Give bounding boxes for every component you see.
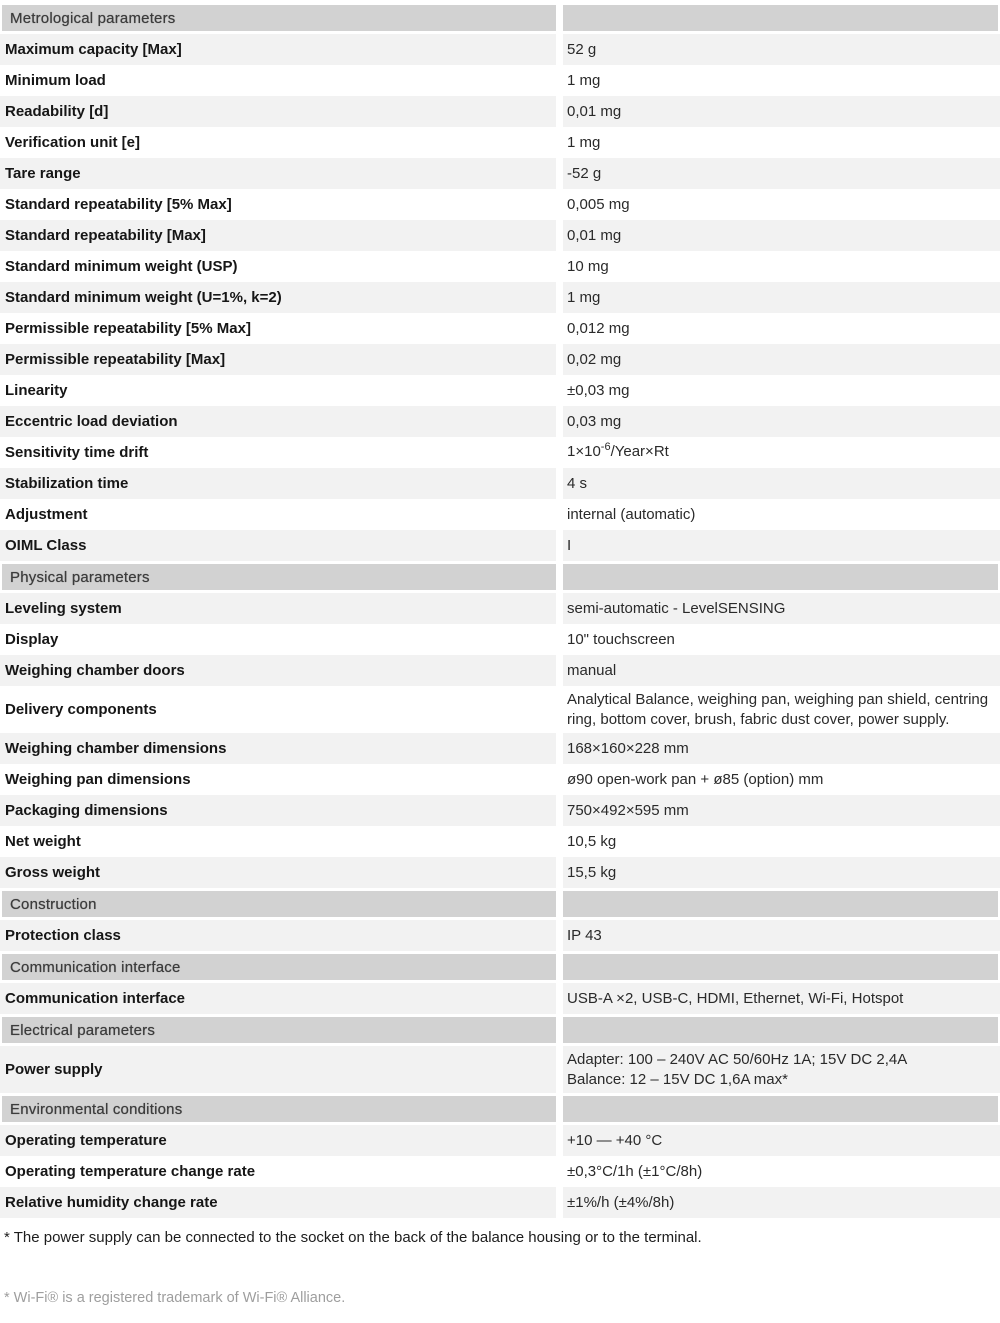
param-value: 168×160×228 mm	[563, 733, 1000, 764]
param-value: 0,02 mg	[563, 344, 1000, 375]
param-value: 10,5 kg	[563, 826, 1000, 857]
param-label: Power supply	[0, 1046, 556, 1093]
param-label: Net weight	[0, 826, 556, 857]
column-divider	[556, 1156, 563, 1187]
section-header-spacer	[563, 5, 998, 31]
param-label: Operating temperature	[0, 1125, 556, 1156]
param-value: ±0,03 mg	[563, 375, 1000, 406]
column-divider	[556, 920, 563, 951]
param-value: +10 — +40 °C	[563, 1125, 1000, 1156]
column-divider	[556, 733, 563, 764]
spec-row-operating-temperature	[0, 1125, 1000, 1156]
footnote-power-supply: * The power supply can be connected to the socket on the back of the balance housing or to the terminal.	[4, 1229, 702, 1246]
column-divider	[556, 983, 563, 1014]
spec-row-tare-range	[0, 158, 1000, 189]
spec-row-display	[0, 624, 1000, 655]
param-value: 0,01 mg	[563, 96, 1000, 127]
spec-table	[0, 5, 1000, 1218]
spec-row-standard-repeatability-max	[0, 220, 1000, 251]
param-label: Display	[0, 624, 556, 655]
column-divider	[556, 96, 563, 127]
param-label: Standard repeatability [5% Max]	[0, 189, 556, 220]
spec-row-oiml-class	[0, 530, 1000, 561]
param-label: Permissible repeatability [5% Max]	[0, 313, 556, 344]
section-header-metrological-parameters	[2, 5, 998, 31]
spec-row-verification-unit-e	[0, 127, 1000, 158]
param-label: Adjustment	[0, 499, 556, 530]
spec-row-relative-humidity-change-rate	[0, 1187, 1000, 1218]
spec-row-weighing-pan-dimensions	[0, 764, 1000, 795]
column-divider	[556, 891, 563, 917]
section-header-spacer	[563, 954, 998, 980]
param-value: USB-A ×2, USB-C, HDMI, Ethernet, Wi-Fi, Hotspot	[563, 983, 1000, 1014]
param-label: Protection class	[0, 920, 556, 951]
column-divider	[556, 65, 563, 96]
column-divider	[556, 530, 563, 561]
param-label: Stabilization time	[0, 468, 556, 499]
column-divider	[556, 1046, 563, 1093]
column-divider	[556, 313, 563, 344]
param-label: Linearity	[0, 375, 556, 406]
param-value: IP 43	[563, 920, 1000, 951]
param-value: 0,03 mg	[563, 406, 1000, 437]
section-header-label: Environmental conditions	[2, 1096, 556, 1122]
param-value: 0,012 mg	[563, 313, 1000, 344]
column-divider	[556, 468, 563, 499]
column-divider	[556, 251, 563, 282]
column-divider	[556, 5, 563, 31]
column-divider	[556, 954, 563, 980]
param-value: ±0,3°C/1h (±1°C/8h)	[563, 1156, 1000, 1187]
section-header-spacer	[563, 1096, 998, 1122]
column-divider	[556, 655, 563, 686]
column-divider	[556, 189, 563, 220]
param-value: 4 s	[563, 468, 1000, 499]
section-header-construction	[2, 891, 998, 917]
spec-row-eccentric-load-deviation	[0, 406, 1000, 437]
column-divider	[556, 158, 563, 189]
spec-row-power-supply	[0, 1046, 1000, 1093]
column-divider	[556, 686, 563, 733]
param-label: Tare range	[0, 158, 556, 189]
column-divider	[556, 795, 563, 826]
param-value: 750×492×595 mm	[563, 795, 1000, 826]
section-header-label: Physical parameters	[2, 564, 556, 590]
spec-row-minimum-load	[0, 65, 1000, 96]
column-divider	[556, 764, 563, 795]
spec-row-delivery-components	[0, 686, 1000, 733]
param-label: Sensitivity time drift	[0, 437, 556, 468]
param-value: 0,005 mg	[563, 189, 1000, 220]
column-divider	[556, 220, 563, 251]
section-header-label: Construction	[2, 891, 556, 917]
spec-row-operating-temperature-change-rate	[0, 1156, 1000, 1187]
param-value: 15,5 kg	[563, 857, 1000, 888]
section-header-spacer	[563, 1017, 998, 1043]
spec-row-permissible-repeatability-5-max	[0, 313, 1000, 344]
param-label: Permissible repeatability [Max]	[0, 344, 556, 375]
param-label: Maximum capacity [Max]	[0, 34, 556, 65]
section-header-label: Electrical parameters	[2, 1017, 556, 1043]
column-divider	[556, 593, 563, 624]
section-header-communication-interface	[2, 954, 998, 980]
column-divider	[556, 1187, 563, 1218]
param-value: Analytical Balance, weighing pan, weighing pan shield, centring ring, bottom cover, brush, fabric dust cover, power supply.	[563, 686, 1000, 733]
spec-row-protection-class	[0, 920, 1000, 951]
column-divider	[556, 375, 563, 406]
spec-row-sensitivity-time-drift	[0, 437, 1000, 468]
spec-row-gross-weight	[0, 857, 1000, 888]
column-divider	[556, 127, 563, 158]
spec-row-maximum-capacity-max	[0, 34, 1000, 65]
spec-row-packaging-dimensions	[0, 795, 1000, 826]
column-divider	[556, 344, 563, 375]
column-divider	[556, 282, 563, 313]
param-value: 1 mg	[563, 127, 1000, 158]
param-value: internal (automatic)	[563, 499, 1000, 530]
spec-row-standard-minimum-weight-usp	[0, 251, 1000, 282]
section-header-label: Communication interface	[2, 954, 556, 980]
param-value: ø90 open-work pan + ø85 (option) mm	[563, 764, 1000, 795]
param-value	[563, 1046, 1000, 1093]
param-label: Operating temperature change rate	[0, 1156, 556, 1187]
spec-row-communication-interface	[0, 983, 1000, 1014]
param-value: 10 mg	[563, 251, 1000, 282]
spec-row-leveling-system	[0, 593, 1000, 624]
param-label: Gross weight	[0, 857, 556, 888]
param-label: Verification unit [e]	[0, 127, 556, 158]
spec-row-readability-d	[0, 96, 1000, 127]
param-label: OIML Class	[0, 530, 556, 561]
section-header-physical-parameters	[2, 564, 998, 590]
param-value: 0,01 mg	[563, 220, 1000, 251]
param-label: Weighing chamber dimensions	[0, 733, 556, 764]
param-label: Standard repeatability [Max]	[0, 220, 556, 251]
column-divider	[556, 406, 563, 437]
param-value: -52 g	[563, 158, 1000, 189]
section-header-spacer	[563, 564, 998, 590]
param-value: 10" touchscreen	[563, 624, 1000, 655]
param-label: Relative humidity change rate	[0, 1187, 556, 1218]
section-header-spacer	[563, 891, 998, 917]
param-label: Delivery components	[0, 686, 556, 733]
param-value: ±1%/h (±4%/8h)	[563, 1187, 1000, 1218]
spec-row-standard-repeatability-5-max	[0, 189, 1000, 220]
param-label: Weighing pan dimensions	[0, 764, 556, 795]
spec-row-permissible-repeatability-max	[0, 344, 1000, 375]
param-value: 1 mg	[563, 282, 1000, 313]
param-label: Leveling system	[0, 593, 556, 624]
column-divider	[556, 1125, 563, 1156]
section-header-electrical-parameters	[2, 1017, 998, 1043]
spec-row-weighing-chamber-doors	[0, 655, 1000, 686]
param-value: 1 mg	[563, 65, 1000, 96]
column-divider	[556, 499, 563, 530]
spec-row-adjustment	[0, 499, 1000, 530]
spec-row-standard-minimum-weight-u-1-k-2	[0, 282, 1000, 313]
column-divider	[556, 624, 563, 655]
column-divider	[556, 826, 563, 857]
param-value: $1\times 10^{-6}/Year\times Rt$	[563, 437, 1000, 468]
param-label: Readability [d]	[0, 96, 556, 127]
param-value: semi-automatic - LevelSENSING	[563, 593, 1000, 624]
param-label: Weighing chamber doors	[0, 655, 556, 686]
spec-row-weighing-chamber-dimensions	[0, 733, 1000, 764]
column-divider	[556, 1096, 563, 1122]
param-label: Standard minimum weight (USP)	[0, 251, 556, 282]
param-value: I	[563, 530, 1000, 561]
param-label: Minimum load	[0, 65, 556, 96]
column-divider	[556, 564, 563, 590]
section-header-environmental-conditions	[2, 1096, 998, 1122]
param-label: Communication interface	[0, 983, 556, 1014]
param-label: Packaging dimensions	[0, 795, 556, 826]
column-divider	[556, 437, 563, 468]
param-value: manual	[563, 655, 1000, 686]
column-divider	[556, 857, 563, 888]
param-value: 52 g	[563, 34, 1000, 65]
spec-row-linearity	[0, 375, 1000, 406]
param-value-line: Adapter: 100 – 240V AC 50/60Hz 1A; 15V DC 2,4A	[567, 1051, 908, 1068]
param-label: Standard minimum weight (U=1%, k=2)	[0, 282, 556, 313]
param-label: Eccentric load deviation	[0, 406, 556, 437]
column-divider	[556, 34, 563, 65]
param-value-line: Balance: 12 – 15V DC 1,6A max*	[567, 1070, 788, 1088]
section-header-label: Metrological parameters	[2, 5, 556, 31]
spec-row-net-weight	[0, 826, 1000, 857]
spec-row-stabilization-time	[0, 468, 1000, 499]
column-divider	[556, 1017, 563, 1043]
footnote-wifi-trademark: * Wi-Fi® is a registered trademark of Wi-Fi® Alliance.	[4, 1290, 346, 1306]
